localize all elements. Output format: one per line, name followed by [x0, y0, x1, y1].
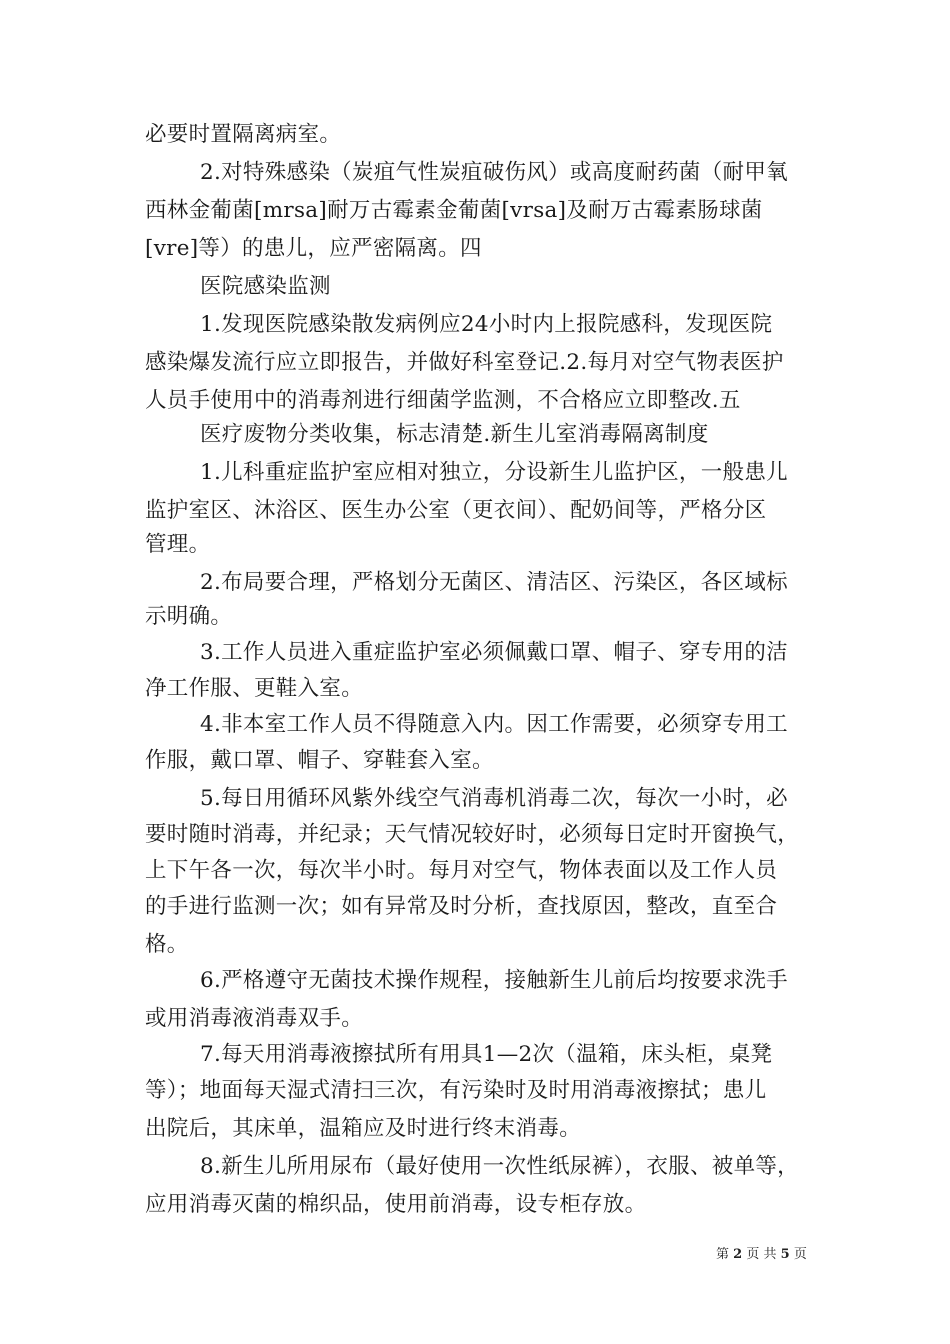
footer-middle: 页 共	[746, 1247, 777, 1262]
text-line: 4.非本室工作人员不得随意入内。因工作需要，必须穿专用工	[200, 712, 788, 737]
text-line: 2.布局要合理，严格划分无菌区、清洁区、污染区，各区域标	[200, 570, 788, 595]
section-heading: 医疗废物分类收集，标志清楚.新生儿室消毒隔离制度	[200, 422, 709, 447]
footer-suffix: 页	[793, 1247, 807, 1262]
text-line: 8.新生儿所用尿布（最好使用一次性纸尿裤），衣服、被单等，	[200, 1154, 799, 1179]
text-line: 感染爆发流行应立即报告，并做好科室登记.2.每月对空气物表医护	[145, 350, 784, 375]
text-line: 上下午各一次，每次半小时。每月对空气，物体表面以及工作人员	[145, 858, 778, 883]
text-line: 3.工作人员进入重症监护室必须佩戴口罩、帽子、穿专用的洁	[200, 640, 788, 665]
page-number-footer	[716, 1246, 807, 1264]
text-line: 等）；地面每天湿式清扫三次，有污染时及时用消毒液擦拭；患儿	[145, 1078, 767, 1103]
footer-prefix: 第	[716, 1247, 730, 1262]
section-heading: 医院感染监测	[200, 274, 331, 299]
text-line: 要时随时消毒，并纪录；天气情况较好时，必须每日定时开窗换气，	[145, 822, 800, 847]
total-page-count: 5	[780, 1247, 790, 1262]
text-line: 示明确。	[145, 604, 233, 629]
text-line: 2.对特殊感染（炭疽气性炭疽破伤风）或高度耐药菌（耐甲氧	[200, 160, 788, 185]
text-line: 必要时置隔离病室。	[145, 122, 342, 147]
text-line: 人员手使用中的消毒剂进行细菌学监测，不合格应立即整改.五	[145, 388, 741, 413]
text-line: 净工作服、更鞋入室。	[145, 676, 364, 701]
text-line: 7.每天用消毒液擦拭所有用具1—2次（温箱，床头柜，桌凳	[200, 1042, 773, 1067]
text-line: 监护室区、沐浴区、医生办公室（更衣间）、配奶间等，严格分区	[145, 498, 767, 523]
text-line: 1.发现医院感染散发病例应24小时内上报院感科，发现医院	[200, 312, 773, 337]
text-line: 出院后，其床单，温箱应及时进行终末消毒。	[145, 1116, 582, 1141]
text-line: 或用消毒液消毒双手。	[145, 1006, 364, 1031]
text-line: 5.每日用循环风紫外线空气消毒机消毒二次，每次一小时，必	[200, 786, 788, 811]
text-line: 的手进行监测一次；如有异常及时分析，查找原因，整改，直至合	[145, 894, 778, 919]
text-line: 格。	[145, 932, 189, 957]
text-line: 6.严格遵守无菌技术操作规程，接触新生儿前后均按要求洗手	[200, 968, 788, 993]
text-line: 管理。	[145, 532, 211, 557]
text-line: 作服，戴口罩、帽子、穿鞋套入室。	[145, 748, 494, 773]
text-line: 西林金葡菌[mrsa]耐万古霉素金葡菌[vrsa]及耐万古霉素肠球菌	[145, 198, 763, 223]
current-page-number: 2	[733, 1247, 743, 1262]
text-line: 应用消毒灭菌的棉织品，使用前消毒，设专柜存放。	[145, 1192, 647, 1217]
text-line: [vre]等）的患儿，应严密隔离。四	[145, 236, 482, 261]
text-line: 1.儿科重症监护室应相对独立，分设新生儿监护区，一般患儿	[200, 460, 788, 485]
